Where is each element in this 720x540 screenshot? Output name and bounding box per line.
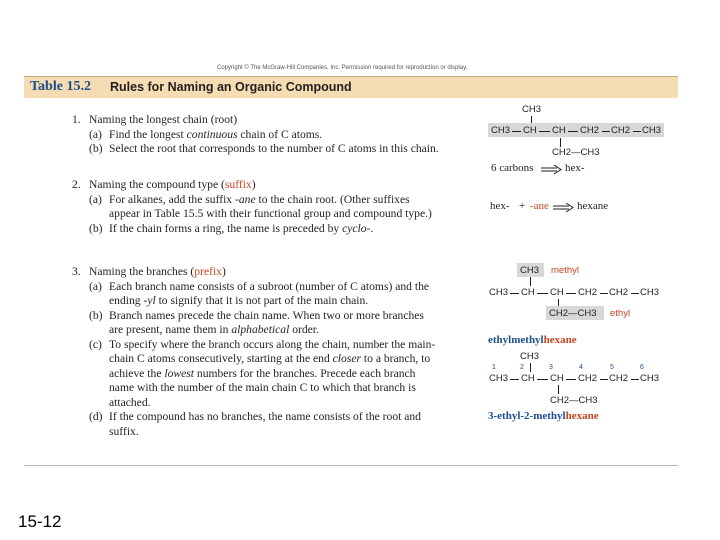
bottom-rule [24, 465, 678, 466]
rule-number: 3. [72, 265, 81, 278]
table-number: Table 15.2 [30, 79, 91, 94]
chain-atom: CH3 [489, 373, 509, 384]
step-emphasis: lowest [164, 366, 194, 380]
table-header [24, 76, 678, 98]
bond [510, 293, 519, 294]
step-text: If the chain forms a ring, the name is preceded by [109, 221, 343, 235]
bond [566, 379, 576, 380]
arrow-icon [541, 165, 563, 175]
bond [631, 379, 639, 380]
root-part: hex- [490, 200, 510, 212]
name-prefix: 3-ethyl-2-methyl [488, 410, 566, 422]
step-emphasis: cyclo- [342, 221, 371, 235]
branch-ethyl: CH2—CH3 [549, 308, 597, 319]
step-letter: (a) [89, 192, 102, 206]
step-text: to the chain root. (Other suffixes appear in Table 15.5 with their functional group and compound type.) [109, 192, 432, 220]
rule-heading: Naming the longest chain (root) [89, 113, 238, 126]
plus-sign: + [519, 200, 526, 212]
chain-atom: CH [552, 125, 566, 136]
chain-atom: CH2 [578, 373, 598, 384]
step-text: to signify that it is not part of the main chain. [155, 294, 369, 307]
ethyl-label: ethyl [610, 308, 631, 319]
step-text: . [370, 221, 374, 235]
step-emphasis: continuous [186, 127, 238, 141]
bond [631, 293, 639, 294]
rule-heading: Naming the compound type ( [89, 178, 225, 191]
chain-atom: CH2 [578, 287, 598, 298]
chain-atom: CH3 [642, 125, 662, 136]
bond [558, 385, 559, 394]
bond [537, 379, 548, 380]
bond [530, 277, 531, 286]
suffix-part: -ane [530, 200, 549, 212]
chain-highlight [488, 123, 664, 137]
step-letter: (b) [89, 308, 103, 322]
bond [512, 131, 521, 132]
name-ethyl: ethyl [488, 334, 512, 346]
position-number: 1 [492, 364, 496, 371]
chain-atom: CH2 [611, 125, 631, 136]
position-number: 2 [520, 364, 524, 371]
step-letter: (c) [89, 337, 102, 351]
rule-heading: ) [251, 178, 256, 191]
name-root: hexane [543, 334, 577, 346]
chain-atom: CH3 [489, 287, 509, 298]
bond [558, 299, 559, 306]
step-text: Branch names precede the chain name. When two or more branches are present, name them in [109, 308, 424, 336]
step-text: Each branch name consists of a subroot (number of C atoms) and the ending [109, 279, 430, 307]
step-text: chain of C atoms. [237, 127, 323, 141]
bond [530, 363, 531, 372]
step-letter: (b) [89, 142, 103, 155]
arrow-icon [553, 203, 575, 213]
step-letter: (b) [89, 221, 103, 235]
rule-heading-accent: prefix [194, 265, 222, 278]
step-text: If the compound has no branches, the name consists of the root and suffix. [109, 410, 421, 438]
rule-heading: Naming the branches ( [89, 265, 195, 278]
rule-2 [68, 178, 440, 236]
chain-atom: CH [521, 287, 535, 298]
chain-atom: CH [550, 287, 564, 298]
chain-atom: CH [550, 373, 564, 384]
bond [560, 138, 561, 147]
bond [539, 131, 550, 132]
step-text: Find the longest [109, 127, 187, 141]
name-methyl: methyl [511, 334, 544, 346]
bond [568, 131, 578, 132]
branch-ch3: CH3 [520, 351, 540, 362]
branch-ethyl: CH2—CH3 [552, 147, 600, 158]
name-root: hexane [565, 410, 599, 422]
chain-atom: CH2 [580, 125, 600, 136]
step-emphasis: -ane [235, 192, 256, 206]
bond [537, 293, 548, 294]
bond [602, 131, 610, 132]
branch-ethyl: CH2—CH3 [550, 395, 598, 406]
rule-heading: ) [221, 265, 226, 278]
position-number: 3 [549, 364, 553, 371]
chain-atom: CH [521, 373, 535, 384]
bond [633, 131, 641, 132]
step-text: to a branch, to achieve the [109, 352, 431, 380]
chain-atom: CH2 [609, 373, 629, 384]
chain-atom: CH [523, 125, 537, 136]
position-number: 4 [579, 364, 583, 371]
compound-name: hexane [577, 200, 609, 212]
rule-3 [68, 265, 440, 439]
step-emphasis: alphabetical [231, 323, 290, 336]
bond [600, 379, 608, 380]
step-letter: (a) [89, 127, 102, 141]
step-text: For alkanes, add the suffix [109, 192, 236, 206]
compound-name [488, 334, 577, 346]
step-text: order. [289, 323, 319, 336]
slide-number: 15-12 [18, 512, 62, 531]
rule-1 [68, 113, 439, 157]
step-text: numbers for the branches. Precede each branch name with the number of the main chain C to which that branch is attached. [109, 366, 416, 409]
root-name: hex- [565, 162, 585, 174]
branch-ch3: CH3 [520, 265, 540, 276]
chain-atom: CH2 [609, 287, 629, 298]
rule-number: 1. [72, 113, 81, 126]
position-number: 5 [610, 364, 614, 371]
step-text: To specify where the branch occurs along the chain, number the main-chain C atoms consecutively, starting at the end [109, 337, 436, 365]
step-letter: (a) [89, 279, 102, 293]
carbon-count: 6 carbons [491, 162, 534, 174]
step-letter: (d) [89, 410, 103, 423]
step-emphasis: -yl [143, 294, 156, 307]
rule-number: 2. [72, 178, 81, 191]
position-number: 6 [640, 364, 644, 371]
step-emphasis: closer [332, 352, 361, 365]
compound-name [488, 410, 599, 422]
bond [510, 379, 519, 380]
rule-heading-accent: suffix [224, 178, 252, 191]
branch-ch3: CH3 [522, 104, 542, 115]
step-text: Select the root that corresponds to the number of C atoms in this chain. [109, 142, 439, 155]
methyl-label: methyl [551, 265, 579, 276]
bond [566, 293, 576, 294]
table-title: Rules for Naming an Organic Compound [110, 80, 352, 94]
chain-atom: CH3 [640, 373, 660, 384]
copyright-notice: Copyright © The McGraw-Hill Companies, Inc. Permission required for reproduction or display. [217, 65, 468, 71]
chain-atom: CH3 [640, 287, 660, 298]
bond [600, 293, 608, 294]
chain-atom: CH3 [491, 125, 511, 136]
